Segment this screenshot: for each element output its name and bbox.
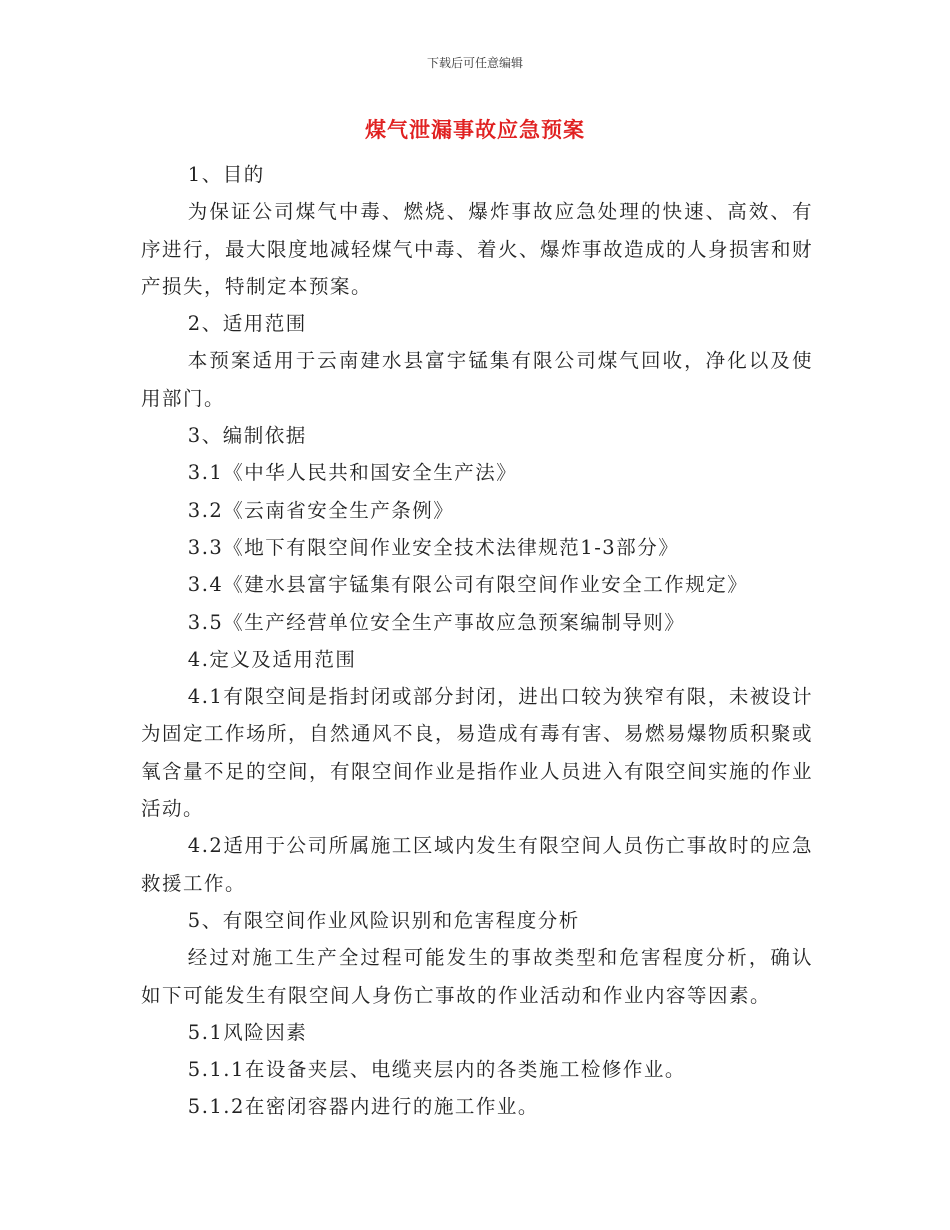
document-title: 煤气泄漏事故应急预案 (365, 118, 585, 142)
basis-item-3-4: 3.4《建水县富宇锰集有限公司有限空间作业安全工作规定》 (187, 573, 749, 597)
basis-item-3-5: 3.5《生产经营单位安全生产事故应急预案编制导则》 (187, 610, 686, 634)
page-header-note: 下载后可任意编辑 (426, 56, 523, 70)
document-body (141, 156, 813, 1126)
section-heading-definition: 4.定义及适用范围 (187, 647, 357, 671)
paragraph-definition-4-2: 4.2适用于公司所属施工区域内发生有限空间人员伤亡事故时的应急救援工作。 (141, 834, 813, 895)
section-heading-risk: 5、有限空间作业风险识别和危害程度分析 (187, 908, 580, 932)
section-heading-scope: 2、适用范围 (187, 312, 307, 336)
section-heading-basis: 3、编制依据 (187, 424, 307, 448)
paragraph-risk-analysis: 经过对施工生产全过程可能发生的事故类型和危害程度分析，确认如下可能发生有限空间人身伤亡事故的作业活动和作业内容等因素。 (141, 946, 813, 1007)
basis-item-3-3: 3.3《地下有限空间作业安全技术法律规范1-3部分》 (187, 535, 680, 559)
risk-item-5-1-2: 5.1.2在密闭容器内进行的施工作业。 (187, 1095, 539, 1119)
paragraph-definition-4-1: 4.1有限空间是指封闭或部分封闭，进出口较为狭窄有限，未被设计为固定工作场所，自然通风不良，易造成有毒有害、易燃易爆物质积聚或氧含量不足的空间，有限空间作业是指作业人员进入有限空间实施的作业活动。 (141, 685, 814, 821)
risk-item-5-1-1: 5.1.1在设备夹层、电缆夹层内的各类施工检修作业。 (187, 1058, 686, 1082)
section-heading-purpose: 1、目的 (187, 163, 265, 186)
basis-item-3-1: 3.1《中华人民共和国安全生产法》 (187, 461, 518, 485)
subsection-heading-risk-factors: 5.1风险因素 (187, 1020, 308, 1044)
paragraph-scope: 本预案适用于云南建水县富宇锰集有限公司煤气回收，净化以及使用部门。 (141, 349, 813, 410)
basis-item-3-2: 3.2《云南省安全生产条例》 (187, 498, 455, 522)
paragraph-purpose: 为保证公司煤气中毒、燃烧、爆炸事故应急处理的快速、高效、有序进行，最大限度地减轻煤气中毒、着火、爆炸事故造成的人身损害和财产损失，特制定本预案。 (141, 200, 814, 298)
